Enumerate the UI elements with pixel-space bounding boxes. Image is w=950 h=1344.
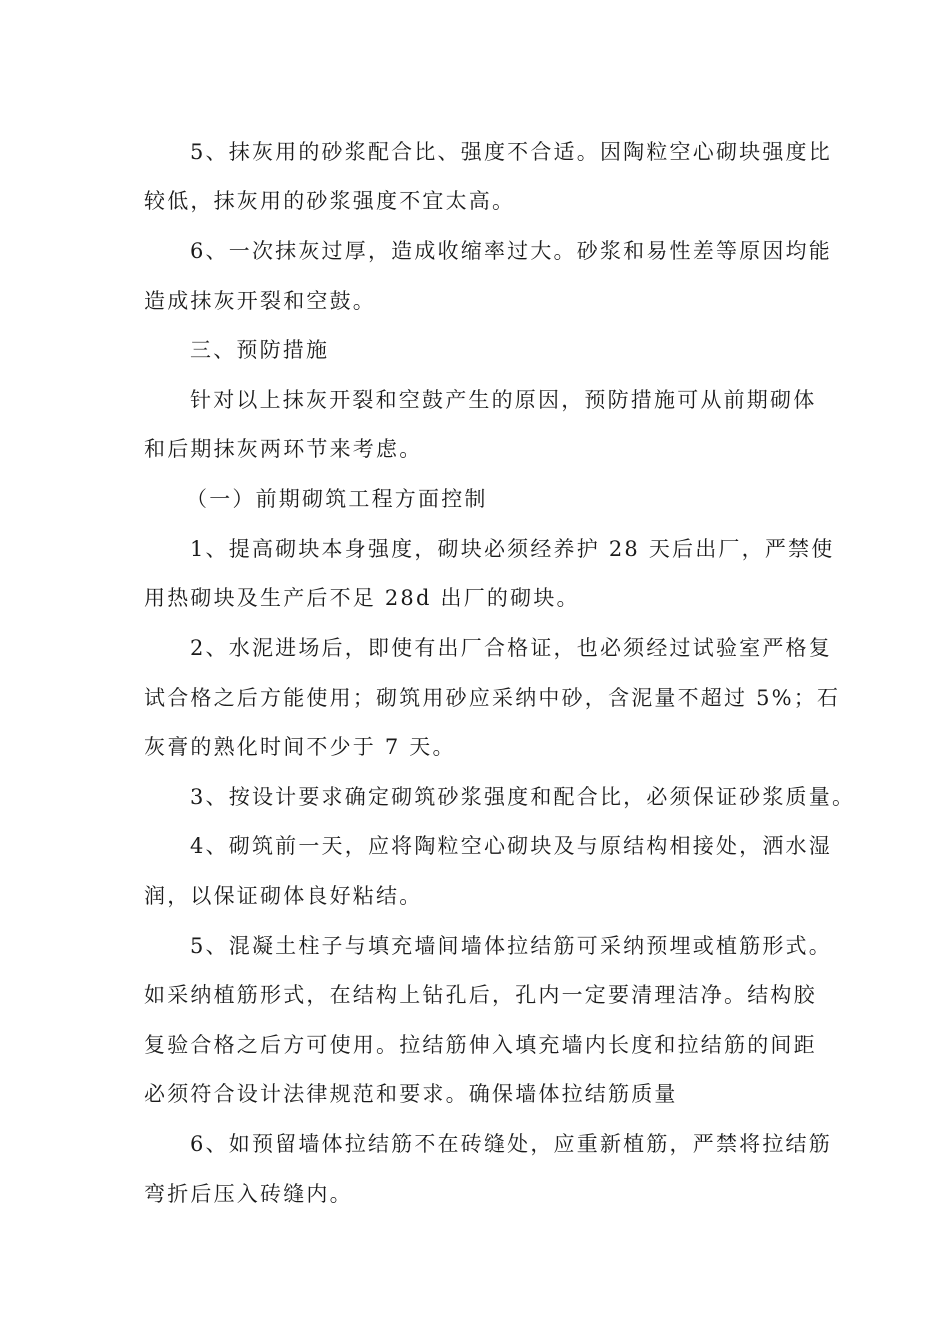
paragraph-line: 6、如预留墙体拉结筋不在砖缝处，应重新植筋，严禁将拉结筋 [190, 1132, 832, 1156]
paragraph-line: 用热砌块及生产后不足 28d 出厂的砌块。 [144, 586, 580, 610]
paragraph-line: 复验合格之后方可使用。拉结筋伸入填充墙内长度和拉结筋的间距 [144, 1033, 817, 1057]
paragraph-line: 较低，抹灰用的砂浆强度不宜太高。 [144, 189, 516, 213]
paragraph-line: 5、混凝土柱子与填充墙间墙体拉结筋可采纳预埋或植筋形式。 [190, 934, 832, 958]
paragraph-line: 灰膏的熟化时间不少于 7 天。 [144, 735, 456, 759]
section-heading: 三、预防措施 [190, 338, 330, 362]
paragraph-line: 和后期抹灰两环节来考虑。 [144, 437, 423, 461]
paragraph-line: 针对以上抹灰开裂和空鼓产生的原因，预防措施可从前期砌体 [190, 388, 817, 412]
paragraph-line: 6、一次抹灰过厚，造成收缩率过大。砂浆和易性差等原因均能 [190, 239, 832, 263]
paragraph-line: 4、砌筑前一天，应将陶粒空心砌块及与原结构相接处，洒水湿 [190, 834, 832, 858]
paragraph-line: 5、抹灰用的砂浆配合比、强度不合适。因陶粒空心砌块强度比 [190, 140, 832, 164]
paragraph-line: 必须符合设计法律规范和要求。确保墙体拉结筋质量 [144, 1082, 678, 1106]
paragraph-line: 造成抹灰开裂和空鼓。 [144, 289, 376, 313]
subsection-heading: （一）前期砌筑工程方面控制 [186, 487, 488, 511]
paragraph-line: 如采纳植筋形式，在结构上钻孔后，孔内一定要清理洁净。结构胶 [144, 983, 817, 1007]
paragraph-line: 试合格之后方能使用；砌筑用砂应采纳中砂，含泥量不超过 5%；石 [144, 686, 841, 710]
paragraph-line: 2、水泥进场后，即使有出厂合格证，也必须经过试验室严格复 [190, 636, 832, 660]
paragraph-line: 润，以保证砌体良好粘结。 [144, 884, 423, 908]
paragraph-line: 3、按设计要求确定砌筑砂浆强度和配合比，必须保证砂浆质量。 [190, 785, 856, 809]
paragraph-line: 1、提高砌块本身强度，砌块必须经养护 28 天后出厂，严禁使 [190, 537, 835, 561]
paragraph-line: 弯折后压入砖缝内。 [144, 1182, 353, 1206]
